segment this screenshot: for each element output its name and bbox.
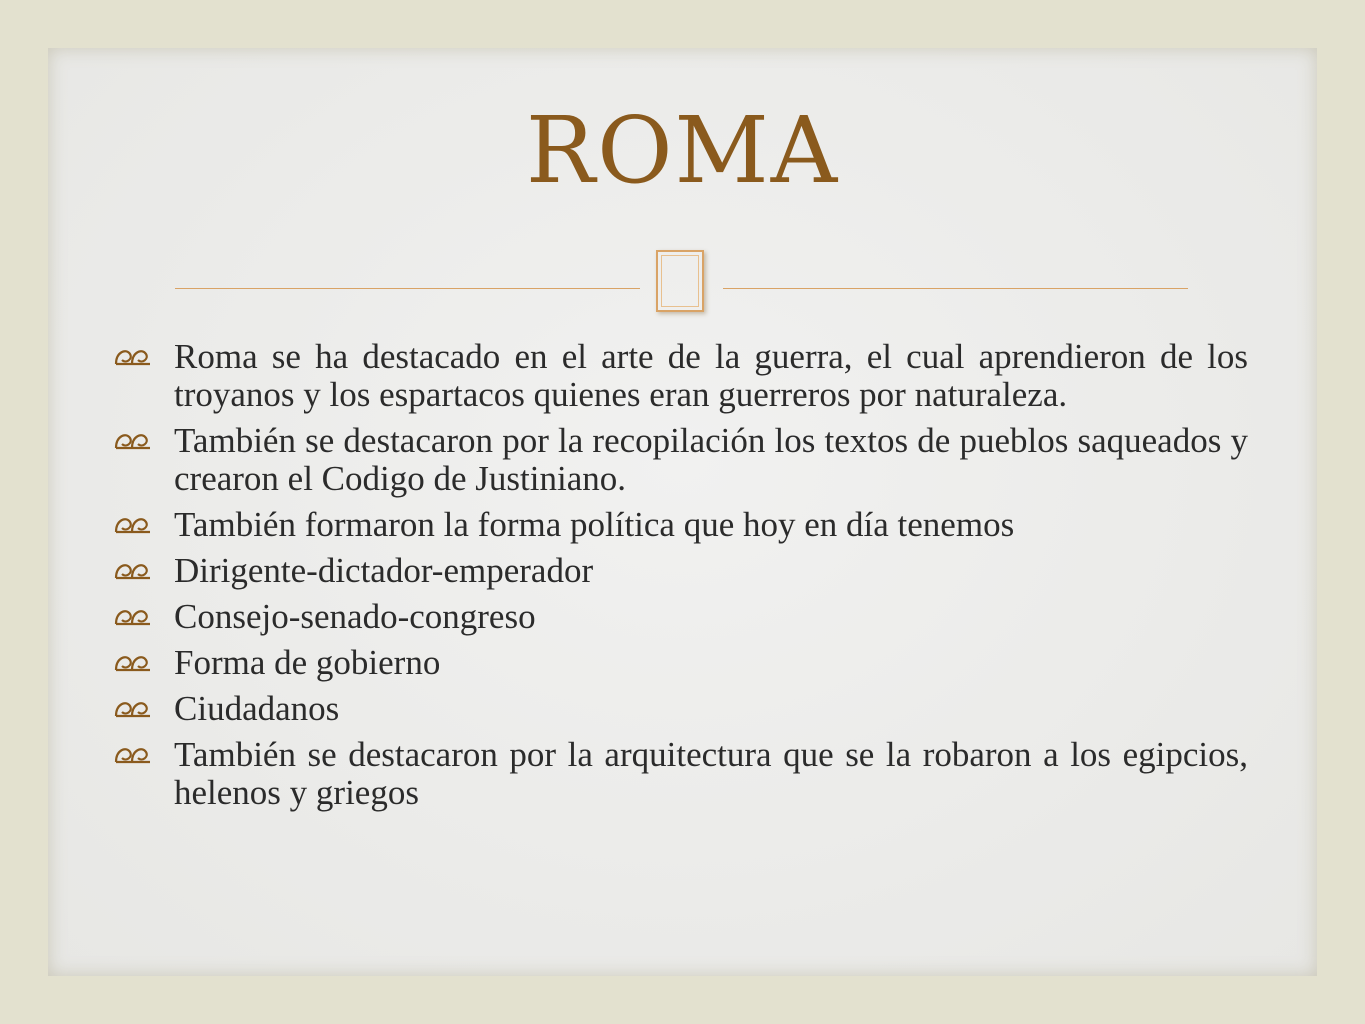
bullet-item	[112, 644, 1248, 682]
bullet-text: Ciudadanos	[174, 689, 340, 728]
title-divider	[175, 248, 1188, 318]
bullet-item	[112, 690, 1248, 728]
double-loop-bullet-icon	[112, 344, 154, 370]
double-loop-bullet-icon	[112, 558, 154, 584]
bullet-text: Dirigente-dictador-emperador	[174, 551, 594, 590]
bullet-text: También se destacaron por la arquitectura que se la robaron a los egipcios, helenos y griegos	[174, 735, 1248, 812]
double-loop-bullet-icon	[112, 512, 154, 538]
slide-title: ROMA	[525, 97, 840, 204]
bullet-list	[112, 338, 1248, 820]
bullet-item	[112, 736, 1248, 812]
double-loop-bullet-icon	[112, 604, 154, 630]
double-loop-bullet-icon	[112, 428, 154, 454]
bullet-text: También formaron la forma política que hoy en día tenemos	[174, 505, 1015, 544]
bullet-item	[112, 506, 1248, 544]
double-loop-bullet-icon	[112, 650, 154, 676]
bullet-item	[112, 552, 1248, 590]
divider-emblem-icon	[656, 250, 704, 312]
bullet-item	[112, 598, 1248, 636]
bullet-text: Roma se ha destacado en el arte de la guerra, el cual aprendieron de los troyanos y los espartacos quienes eran guerreros por naturaleza.	[174, 337, 1248, 414]
divider-line-right	[723, 288, 1188, 289]
divider-line-left	[175, 288, 640, 289]
bullet-text: Consejo-senado-congreso	[174, 597, 536, 636]
bullet-item	[112, 338, 1248, 414]
bullet-text: Forma de gobierno	[174, 643, 441, 682]
double-loop-bullet-icon	[112, 742, 154, 768]
bullet-text: También se destacaron por la recopilación los textos de pueblos saqueados y crearon el Codigo de Justiniano.	[174, 421, 1248, 498]
double-loop-bullet-icon	[112, 696, 154, 722]
bullet-item	[112, 422, 1248, 498]
